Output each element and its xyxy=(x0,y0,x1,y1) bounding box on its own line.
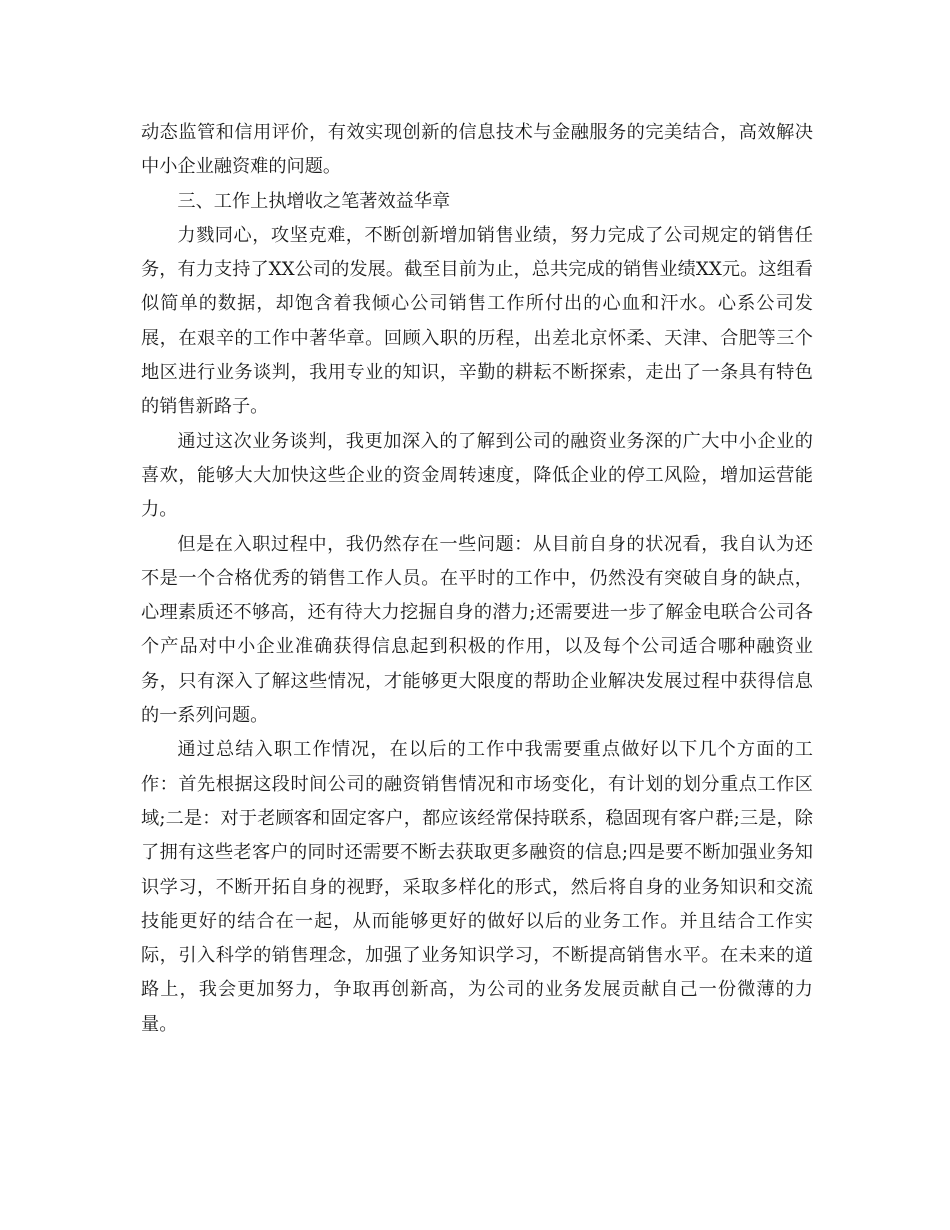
paragraph-future-plan: 通过总结入职工作情况，在以后的工作中我需要重点做好以下几个方面的工作：首先根据这段时间公司的融资销售情况和市场变化，有计划的划分重点工作区域;二是：对于老顾客和固定客户，都应该经常保持联系，稳固现有客户群;三是，除了拥有这些老客户的同时还需要不断去获取更多融资的信息;四是要不断加强业务知识学习，不断开拓自身的视野，采取多样化的形式，然后将自身的业务知识和交流技能更好的结合在一起，从而能够更好的做好以后的业务工作。并且结合工作实际，引入科学的销售理念，加强了业务知识学习，不断提高销售水平。在未来的道路上，我会更加努力，争取再创新高，为公司的业务发展贡献自己一份微薄的力量。 xyxy=(141,739,813,1035)
section-heading: 三、工作上执增收之笔著效益华章 xyxy=(177,190,451,212)
document-body xyxy=(141,116,813,1042)
paragraph-problems: 但是在入职过程中，我仍然存在一些问题：从目前自身的状况看，我自认为还不是一个合格优秀的销售工作人员。在平时的工作中，仍然没有突破自身的缺点，心理素质还不够高，还有待大力挖掘自身的潜力;还需要进一步了解金电联合公司各个产品对中小企业准确获得信息起到积极的作用，以及每个公司适合哪种融资业务，只有深入了解这些情况，才能够更大限度的帮助企业解决发展过程中获得信息的一系列问题。 xyxy=(141,533,813,727)
paragraph-business-negotiation: 通过这次业务谈判，我更加深入的了解到公司的融资业务深的广大中小企业的喜欢，能够大大加快这些企业的资金周转速度，降低企业的停工风险，增加运营能力。 xyxy=(141,430,813,521)
paragraph-continuation: 动态监管和信用评价，有效实现创新的信息技术与金融服务的完美结合，高效解决中小企业融资难的问题。 xyxy=(141,122,813,178)
paragraph-sales-performance: 力戮同心，攻坚克难，不断创新增加销售业绩，努力完成了公司规定的销售任务，有力支持了XX公司的发展。截至目前为止，总共完成的销售业绩XX元。这组看似简单的数据，却饱含着我倾心公司销售工作所付出的心血和汗水。心系公司发展，在艰辛的工作中著华章。回顾入职的历程，出差北京怀柔、天津、合肥等三个地区进行业务谈判，我用专业的知识，辛勤的耕耘不断探索，走出了一条具有特色的销售新路子。 xyxy=(141,224,813,418)
